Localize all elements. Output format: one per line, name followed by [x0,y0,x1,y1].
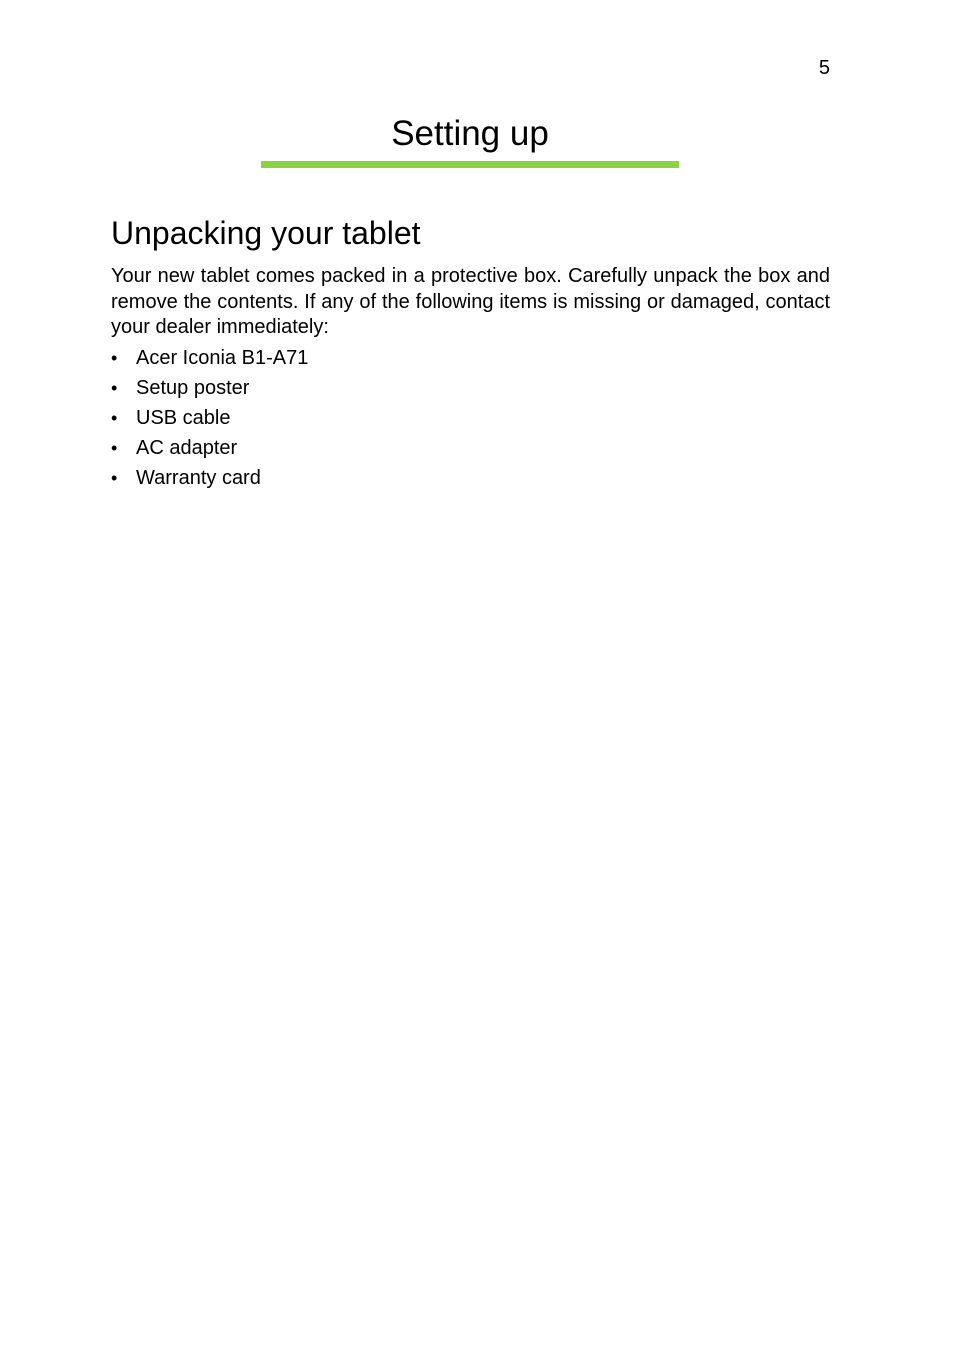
list-item-label: AC adapter [136,437,238,459]
list-item [111,403,711,433]
list-item-label: USB cable [136,407,231,429]
list-item-label: Warranty card [136,467,261,489]
intro-paragraph: Your new tablet comes packed in a protective box. Carefully unpack the box and remove the contents. If any of the following items is missing or damaged, contact your dealer immediately: [111,265,830,338]
list-item [111,463,711,493]
page-number: 5 [818,57,830,79]
list-item [111,433,711,463]
list-item [111,373,711,403]
bullet-icon: • [111,378,118,398]
list-item [111,343,711,373]
section-title: Unpacking your tablet [111,215,421,251]
package-contents-list [111,343,711,493]
bullet-icon: • [111,438,118,458]
list-item-label: Acer Iconia B1-A71 [136,347,309,369]
chapter-title: Setting up [391,114,549,153]
bullet-icon: • [111,408,118,428]
bullet-icon: • [111,468,118,488]
bullet-icon: • [111,348,118,368]
list-item-label: Setup poster [136,377,250,399]
chapter-title-underline [261,161,679,168]
